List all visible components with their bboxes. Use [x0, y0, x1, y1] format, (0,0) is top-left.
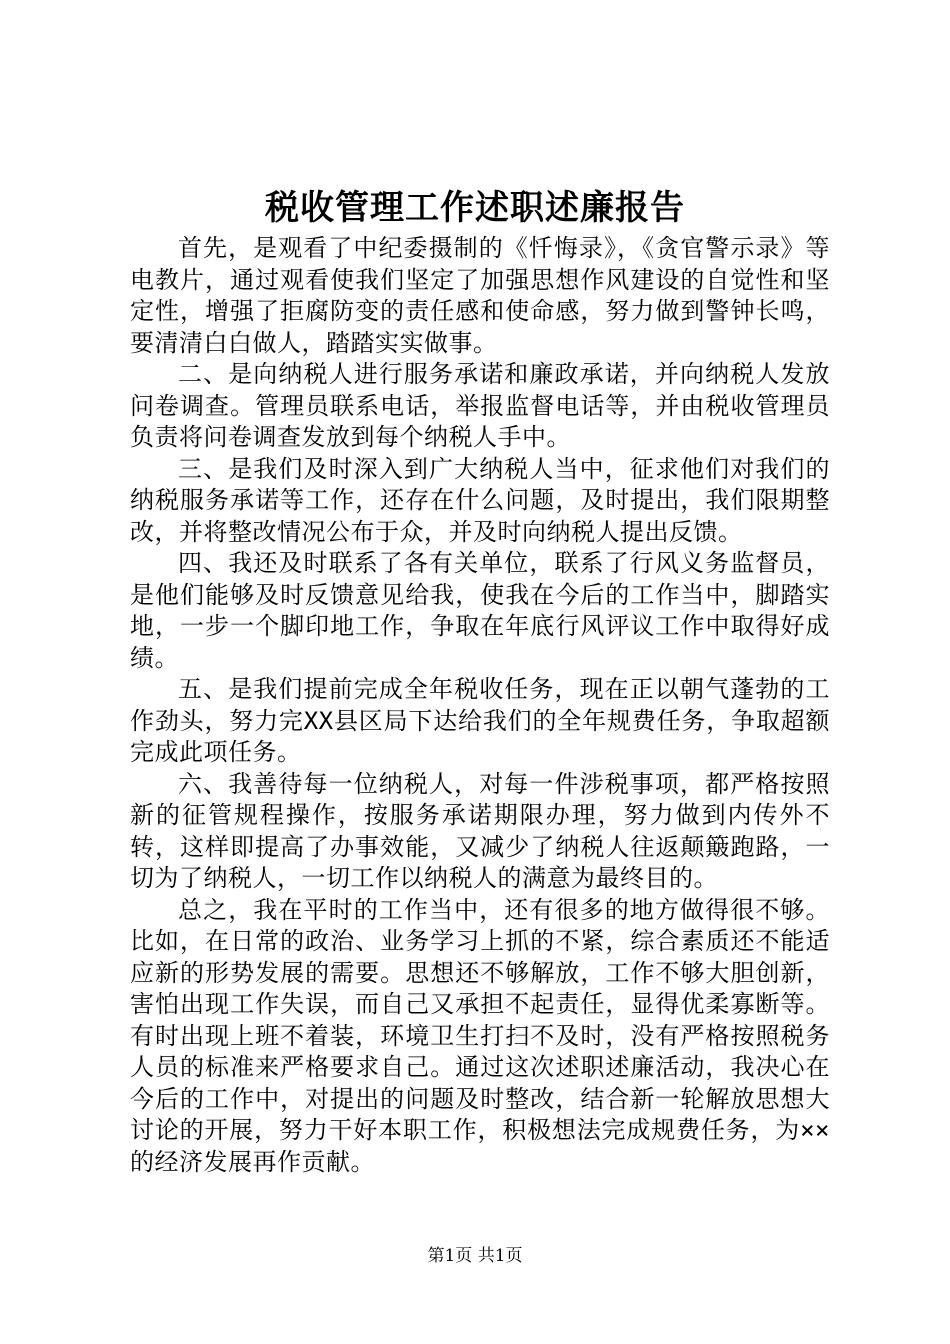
paragraph-7: 总之，我在平时的工作当中，还有很多的地方做得很不够。比如，在日常的政治、业务学习上抓的不紧，综合素质还不能适应新的形势发展的需要。思想还不够解放，工作不够大胆创新，害怕出现工作失误，而自己又承担不起责任，显得优柔寡断等。有时出现上班不着装，环境卫生打扫不及时，没有严格按照税务人员的标准来严格要求自己。通过这次述职述廉活动，我决心在今后的工作中，对提出的问题及时整改，结合新一轮解放思想大讨论的开展，努力干好本职工作，积极想法完成规费任务，为××的经济发展再作贡献。	[130, 895, 830, 1176]
page-footer: 第1页 共1页	[427, 1246, 523, 1266]
paragraph-4: 四、我还及时联系了各有关单位，联系了行风义务监督员，是他们能够及时反馈意见给我，使我在今后的工作当中，脚踏实地，一步一个脚印地工作，争取在年底行风评议工作中取得好成绩。	[130, 549, 830, 672]
paragraph-6: 六、我善待每一位纳税人，对每一件涉税事项，都严格按照新的征管规程操作，按服务承诺期限办理，努力做到内传外不转，这样即提高了办事效能，又减少了纳税人往返颠簸跑路，一切为了纳税人，一切工作以纳税人的满意为最终目的。	[130, 769, 830, 892]
document-body	[130, 233, 830, 1178]
paragraph-1: 首先，是观看了中纪委摄制的《忏悔录》，《贪官警示录》等电教片，通过观看使我们坚定了加强思想作风建设的自觉性和坚定性，增强了拒腐防变的责任感和使命感，努力做到警钟长鸣，要清清白白做人，踏踏实实做事。	[130, 234, 830, 357]
paragraph-5: 五、是我们提前完成全年税收任务，现在正以朝气蓬勃的工作劲头，努力完XX县区局下达给我们的全年规费任务，争取超额完成此项任务。	[130, 675, 830, 766]
paragraph-2: 二、是向纳税人进行服务承诺和廉政承诺，并向纳税人发放问卷调查。管理员联系电话，举报监督电话等，并由税收管理员负责将问卷调查发放到每个纳税人手中。	[130, 360, 830, 451]
paragraph-3: 三、是我们及时深入到广大纳税人当中，征求他们对我们的纳税服务承诺等工作，还存在什么问题，及时提出，我们限期整改，并将整改情况公布于众，并及时向纳税人提出反馈。	[130, 454, 830, 546]
document-title: 税收管理工作述职述廉报告	[265, 188, 685, 228]
